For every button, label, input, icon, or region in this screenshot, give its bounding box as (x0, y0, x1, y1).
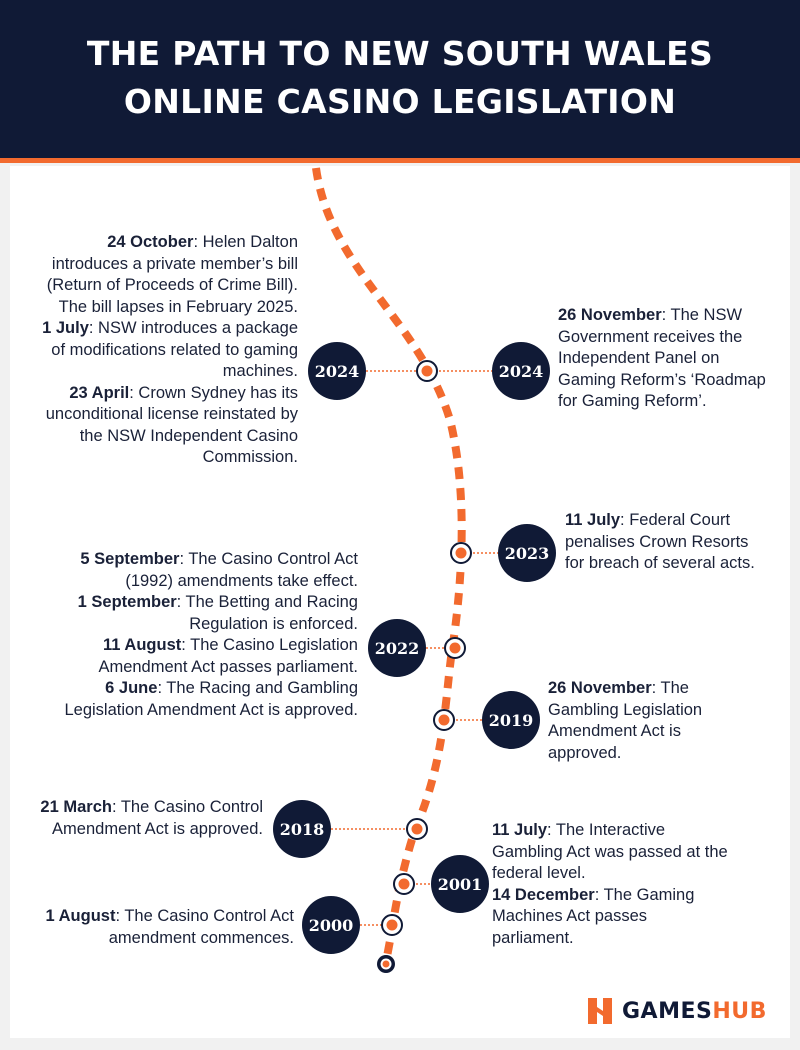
event-date: 24 October (107, 233, 194, 251)
logo-word-hub: HUB (712, 998, 767, 1024)
year-badge-2001: 2001 (431, 855, 489, 913)
event-item (40, 635, 358, 678)
events-2022 (40, 549, 358, 721)
event-date: 1 September (77, 593, 177, 611)
events-2024-left (40, 232, 298, 469)
node-2018 (407, 819, 427, 839)
gameshub-logo (588, 996, 767, 1026)
event-date: 11 August (103, 636, 182, 654)
event-item (492, 885, 732, 950)
node-2001 (394, 874, 414, 894)
year-badge-2022: 2022 (368, 619, 426, 677)
event-date: 1 August (45, 907, 116, 925)
event-item (40, 906, 294, 949)
title-line-1: THE PATH TO NEW SOUTH WALES (86, 34, 714, 73)
event-text: : The NSW Government receives the Independent Panel on Gaming Reform’s ‘Roadmap for Gaming Reform’. (558, 306, 766, 410)
event-date: 26 November (548, 679, 652, 697)
event-date: 5 September (80, 550, 180, 568)
node-2023 (451, 543, 471, 563)
event-text: : The Racing and Gambling Legislation Amendment Act is approved. (64, 679, 358, 719)
node-2024 (417, 361, 437, 381)
node-2019 (434, 710, 454, 730)
event-date: 11 July (565, 511, 621, 529)
event-date: 1 July (42, 319, 89, 337)
year-badge-2024-right: 2024 (492, 342, 550, 400)
title-line-2: ONLINE CASINO LEGISLATION (123, 82, 677, 121)
event-text: : The Casino Legislation Amendment Act passes parliament. (98, 636, 358, 676)
event-date: 21 March (40, 798, 112, 816)
event-item (492, 820, 732, 885)
logo-word-games: GAMES (622, 998, 713, 1024)
event-text: : Helen Dalton introduces a private member’s bill (Return of Proceeds of Crime Bill). The bill lapses in February 2025. (46, 233, 298, 316)
event-text: : The Casino Control Amendment Act is approved. (52, 798, 263, 838)
year-badge-2000: 2000 (302, 896, 360, 954)
event-item (548, 678, 748, 764)
event-item (40, 232, 298, 318)
event-text: : Crown Sydney has its unconditional license reinstated by the NSW Independent Casino Commission. (45, 383, 298, 466)
event-text: : The Casino Control Act amendment commences. (108, 907, 294, 947)
event-date: 6 June (105, 679, 158, 697)
year-badge-2023: 2023 (498, 524, 556, 582)
event-item (558, 305, 770, 413)
event-item (40, 549, 358, 592)
event-text: : The Gambling Legislation Amendment Act is approved. (548, 679, 703, 762)
node-2022 (445, 638, 465, 658)
year-badge-2024-left: 2024 (308, 342, 366, 400)
logo-wordmark (622, 999, 767, 1024)
events-2019 (548, 678, 748, 764)
event-item (40, 797, 263, 840)
event-item (40, 318, 298, 383)
event-text: : The Interactive Gambling Act was passed at the federal level. (492, 821, 728, 882)
node-2000 (382, 915, 402, 935)
event-date: 26 November (558, 306, 662, 324)
events-2018 (40, 797, 263, 840)
event-date: 23 April (69, 383, 130, 402)
event-text: : NSW introduces a package of modifications related to gaming machines. (51, 319, 298, 380)
year-badge-2018: 2018 (273, 800, 331, 858)
event-text: : The Casino Control Act (1992) amendments take effect. (125, 550, 358, 590)
event-date: 14 December (492, 885, 595, 904)
event-text: : The Gaming Machines Act passes parliament. (492, 885, 695, 947)
event-text: : The Betting and Racing Regulation is enforced. (176, 593, 358, 633)
events-2001 (492, 820, 732, 949)
gameshub-logo-icon (588, 998, 612, 1024)
event-item (40, 592, 358, 635)
event-item (40, 678, 358, 721)
event-text: : Federal Court penalises Crown Resorts for breach of several acts. (565, 511, 755, 572)
event-item (40, 383, 298, 469)
year-badge-2019: 2019 (482, 691, 540, 749)
timeline-end-node (377, 955, 395, 973)
event-item (565, 510, 770, 575)
events-2024-right (558, 305, 770, 413)
event-date: 11 July (492, 821, 548, 839)
events-2023 (565, 510, 770, 575)
events-2000 (40, 906, 294, 949)
